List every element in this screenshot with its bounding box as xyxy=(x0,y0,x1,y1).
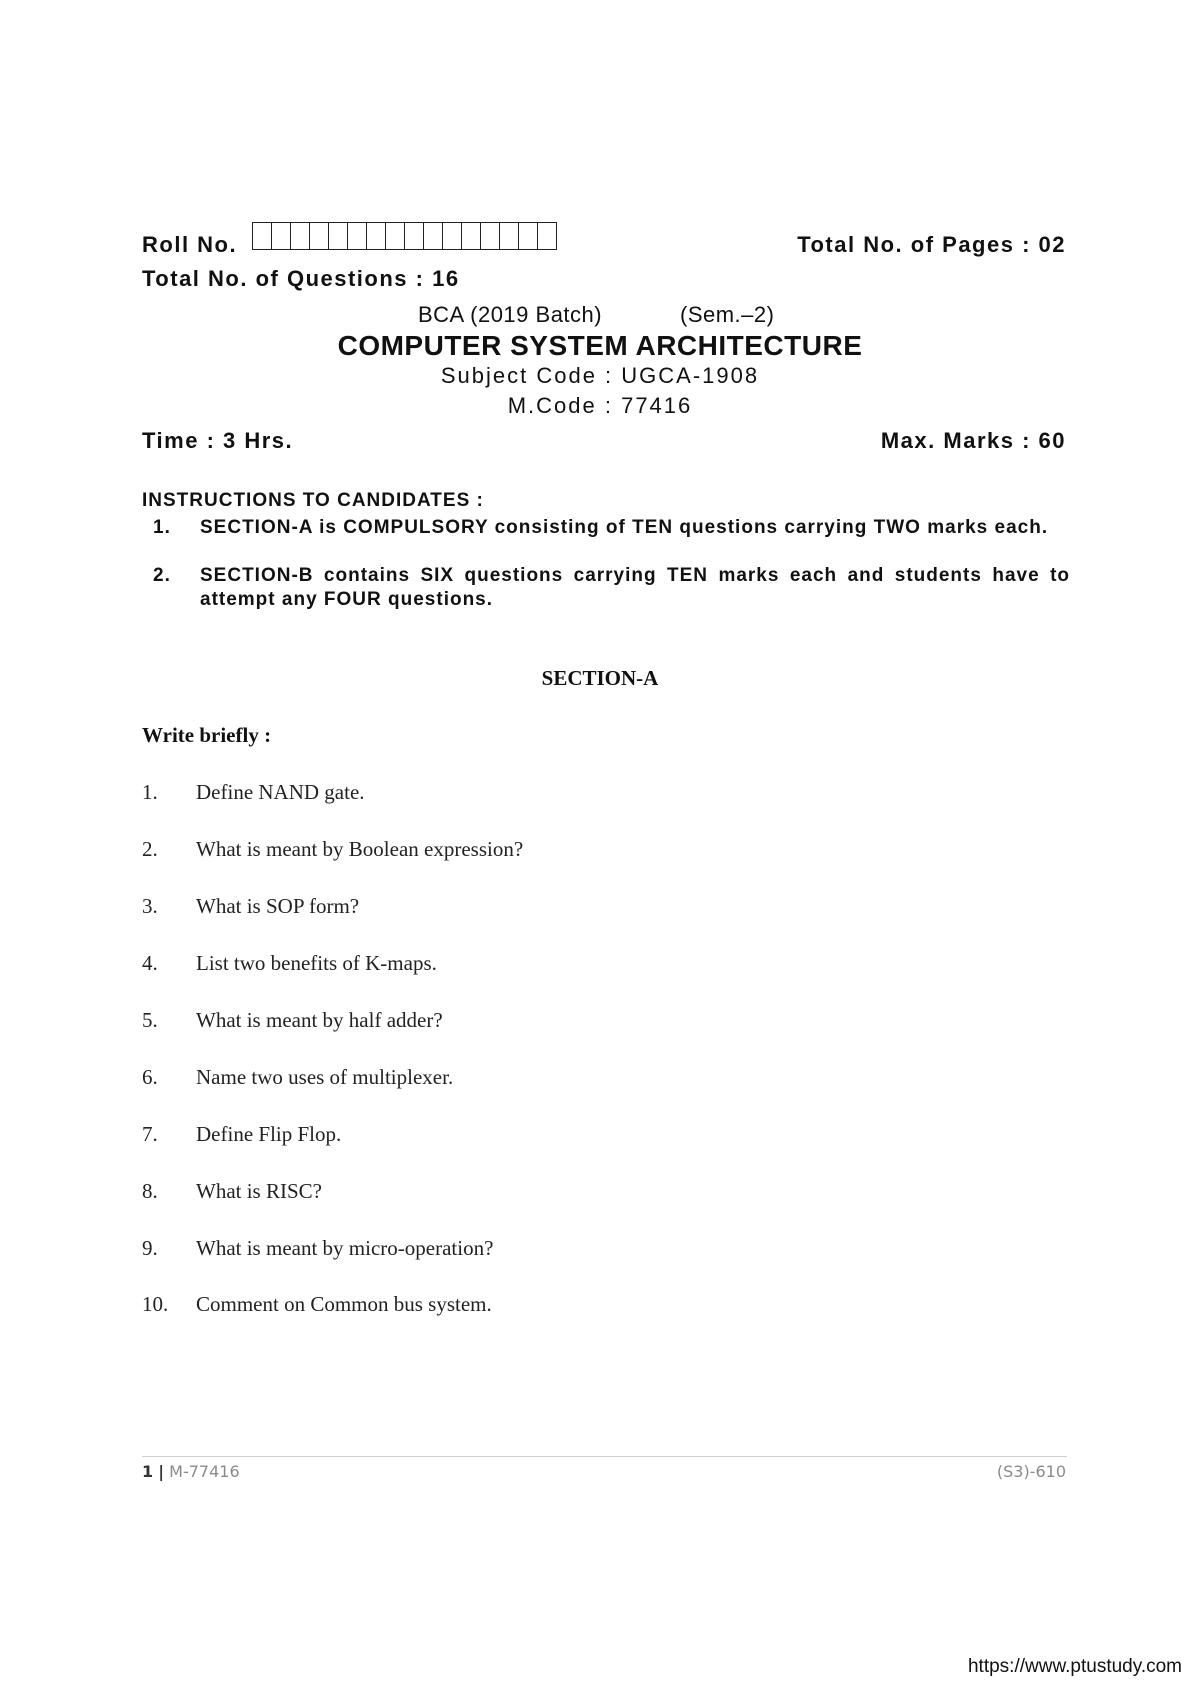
m-code: M.Code : 77416 xyxy=(507,393,693,418)
instruction-text: SECTION-A is COMPULSORY consisting of TEN questions carrying TWO marks each. xyxy=(200,517,1049,538)
roll-no-box[interactable] xyxy=(252,222,272,250)
question-text: What is meant by half adder? xyxy=(196,1008,443,1032)
roll-no-box[interactable] xyxy=(385,222,405,250)
question-text: What is SOP form? xyxy=(196,894,360,918)
roll-no-box[interactable] xyxy=(461,222,481,250)
roll-no-box[interactable] xyxy=(537,222,557,250)
roll-no-box[interactable] xyxy=(290,222,310,250)
roll-no-box[interactable] xyxy=(404,222,424,250)
question-number: 3. xyxy=(142,894,158,918)
question-text: What is RISC? xyxy=(196,1179,322,1203)
roll-no-box[interactable] xyxy=(366,222,386,250)
instruction-number: 2. xyxy=(153,565,171,586)
instruction-number: 1. xyxy=(153,517,171,538)
roll-no-box[interactable] xyxy=(309,222,329,250)
total-questions: Total No. of Questions : 16 xyxy=(142,266,460,291)
question-text: Define NAND gate. xyxy=(196,780,365,804)
question-number: 7. xyxy=(142,1122,158,1146)
section-a-subheading: Write briefly : xyxy=(142,723,272,747)
max-marks: Max. Marks : 60 xyxy=(880,428,1066,453)
section-a-heading: SECTION-A xyxy=(541,666,659,690)
roll-no-box[interactable] xyxy=(423,222,443,250)
course: BCA (2019 Batch) xyxy=(418,302,603,327)
question-number: 6. xyxy=(142,1065,158,1089)
subject-code: Subject Code : UGCA-1908 xyxy=(440,363,760,388)
question-number: 1. xyxy=(142,780,158,804)
question-number: 5. xyxy=(142,1008,158,1032)
roll-no-label: Roll No. xyxy=(142,232,238,257)
question-text: Comment on Common bus system. xyxy=(196,1292,492,1316)
question-text: List two benefits of K-maps. xyxy=(196,951,437,975)
roll-no-box[interactable] xyxy=(518,222,538,250)
footer-code: M-77416 xyxy=(169,1462,240,1481)
watermark-link[interactable]: https://www.ptustudy.com xyxy=(967,1656,1182,1677)
exam-title: COMPUTER SYSTEM ARCHITECTURE xyxy=(337,330,863,361)
question-number: 8. xyxy=(142,1179,158,1203)
roll-no-boxes[interactable] xyxy=(252,222,556,250)
roll-no-box[interactable] xyxy=(499,222,519,250)
question-number: 9. xyxy=(142,1236,158,1260)
roll-no-box[interactable] xyxy=(442,222,462,250)
instruction-item xyxy=(145,516,1070,540)
question-number: 2. xyxy=(142,837,158,861)
instructions-heading: INSTRUCTIONS TO CANDIDATES : xyxy=(142,490,484,511)
footer-divider xyxy=(142,1456,1067,1457)
question-number: 4. xyxy=(142,951,158,975)
question-text: Name two uses of multiplexer. xyxy=(196,1065,454,1089)
footer-right-code: (S3)-610 xyxy=(996,1462,1066,1481)
exam-time: Time : 3 Hrs. xyxy=(142,428,294,453)
roll-no-box[interactable] xyxy=(480,222,500,250)
instruction-text: SECTION-B contains SIX questions carrying TEN marks each and students have to attempt any FOUR questions. xyxy=(200,565,1070,610)
page-footer-left xyxy=(142,1462,240,1481)
footer-separator: | xyxy=(158,1462,165,1481)
roll-no-box[interactable] xyxy=(271,222,291,250)
instruction-item xyxy=(145,564,1070,612)
question-number: 10. xyxy=(142,1292,169,1316)
semester: (Sem.–2) xyxy=(680,302,775,327)
question-text: What is meant by micro-operation? xyxy=(196,1236,494,1260)
page-number: 1 xyxy=(142,1462,154,1481)
total-pages: Total No. of Pages : 02 xyxy=(797,232,1066,257)
question-text: What is meant by Boolean expression? xyxy=(196,837,524,861)
question-text: Define Flip Flop. xyxy=(196,1122,342,1146)
roll-no-box[interactable] xyxy=(328,222,348,250)
roll-no-box[interactable] xyxy=(347,222,367,250)
